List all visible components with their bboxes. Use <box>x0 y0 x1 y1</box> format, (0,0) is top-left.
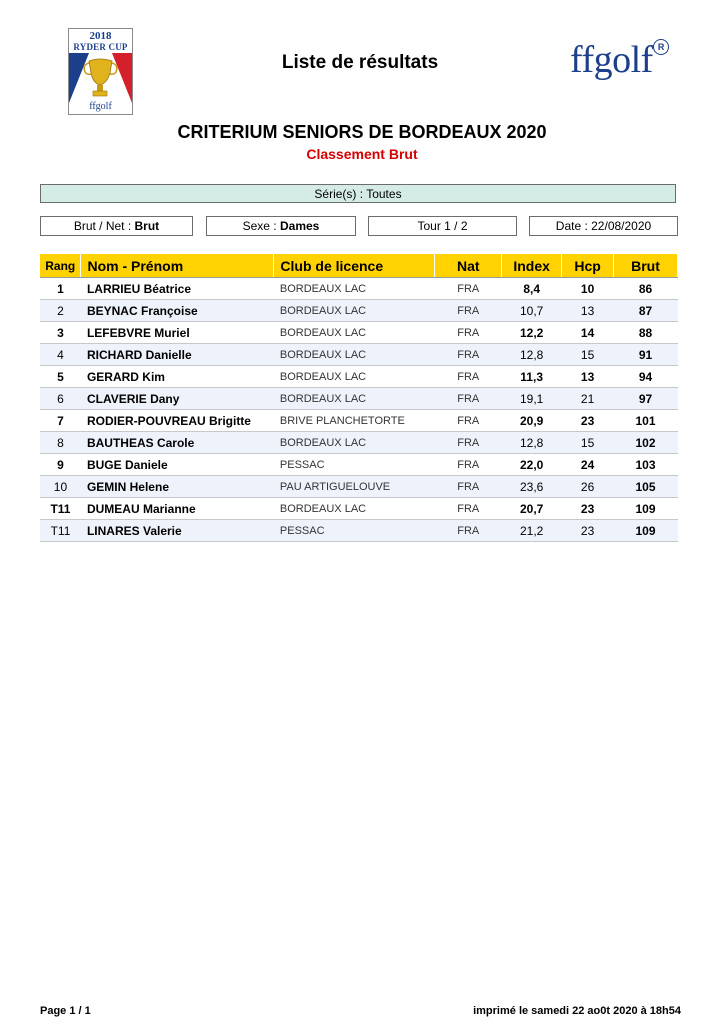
cell-hcp: 23 <box>562 498 614 520</box>
cell-brut: 97 <box>614 388 678 410</box>
cell-hcp: 10 <box>562 278 614 300</box>
tour-value: Tour 1 / 2 <box>417 219 468 233</box>
table-row <box>40 454 678 476</box>
cell-name: GEMIN Helene <box>81 476 274 498</box>
cell-nat: FRA <box>435 366 502 388</box>
cell-brut: 109 <box>614 520 678 542</box>
cell-index: 20,9 <box>502 410 562 432</box>
ffgolf-logo <box>570 38 664 82</box>
ffgolf-logo-text: ffgolf <box>570 39 653 81</box>
ryder-cup-ffgolf: ffgolf <box>89 101 112 112</box>
table-row <box>40 278 678 300</box>
cell-name: RICHARD Danielle <box>81 344 274 366</box>
cell-nat: FRA <box>435 344 502 366</box>
table-row <box>40 520 678 542</box>
cell-brut: 102 <box>614 432 678 454</box>
table-row <box>40 344 678 366</box>
series-bar: Série(s) : Toutes <box>40 184 676 203</box>
cell-nat: FRA <box>435 498 502 520</box>
cell-index: 8,4 <box>502 278 562 300</box>
cell-brut: 91 <box>614 344 678 366</box>
cell-index: 12,8 <box>502 432 562 454</box>
cell-index: 23,6 <box>502 476 562 498</box>
cell-club: PAU ARTIGUELOUVE <box>274 476 435 498</box>
cell-name: LINARES Valerie <box>81 520 274 542</box>
table-row <box>40 300 678 322</box>
cell-nat: FRA <box>435 520 502 542</box>
tour-box <box>368 216 517 236</box>
print-date: imprimé le samedi 22 ao0t 2020 à 18h54 <box>473 1005 681 1017</box>
table-row <box>40 476 678 498</box>
header-nat: Nat <box>435 254 502 278</box>
cell-club: BORDEAUX LAC <box>274 388 435 410</box>
cell-index: 12,8 <box>502 344 562 366</box>
competition-subtitle: Classement Brut <box>306 146 418 162</box>
table-row <box>40 410 678 432</box>
cell-name: RODIER-POUVREAU Brigitte <box>81 410 274 432</box>
cell-nat: FRA <box>435 300 502 322</box>
cell-rank: 6 <box>40 388 81 410</box>
cell-brut: 86 <box>614 278 678 300</box>
cell-name: LEFEBVRE Muriel <box>81 322 274 344</box>
cell-rank: 1 <box>40 278 81 300</box>
page-title: Liste de résultats <box>281 52 439 73</box>
cell-name: CLAVERIE Dany <box>81 388 274 410</box>
cell-rank: 4 <box>40 344 81 366</box>
brut-net-label: Brut / Net : <box>73 219 132 233</box>
cell-rank: 10 <box>40 476 81 498</box>
cell-index: 20,7 <box>502 498 562 520</box>
cell-rank: 5 <box>40 366 81 388</box>
table-header-row <box>40 254 678 278</box>
cell-index: 10,7 <box>502 300 562 322</box>
cell-hcp: 13 <box>562 366 614 388</box>
table-row <box>40 388 678 410</box>
brut-net-value: Brut <box>134 219 160 233</box>
sexe-label: Sexe : <box>242 219 277 233</box>
cell-brut: 109 <box>614 498 678 520</box>
cell-hcp: 23 <box>562 520 614 542</box>
cell-club: BORDEAUX LAC <box>274 322 435 344</box>
table-row <box>40 498 678 520</box>
brut-net-box <box>40 216 193 236</box>
cell-club: BORDEAUX LAC <box>274 366 435 388</box>
cell-club: BORDEAUX LAC <box>274 432 435 454</box>
table-row <box>40 432 678 454</box>
results-table <box>40 254 678 542</box>
cell-name: DUMEAU Marianne <box>81 498 274 520</box>
cell-club: BORDEAUX LAC <box>274 344 435 366</box>
header-nom: Nom - Prénom <box>81 254 274 278</box>
cell-index: 12,2 <box>502 322 562 344</box>
cell-rank: 7 <box>40 410 81 432</box>
cell-rank: 9 <box>40 454 81 476</box>
cell-brut: 94 <box>614 366 678 388</box>
cell-brut: 101 <box>614 410 678 432</box>
cell-brut: 103 <box>614 454 678 476</box>
cell-brut: 87 <box>614 300 678 322</box>
header-hcp: Hcp <box>562 254 614 278</box>
cell-rank: T11 <box>40 520 81 542</box>
cell-hcp: 13 <box>562 300 614 322</box>
cell-hcp: 15 <box>562 344 614 366</box>
cell-brut: 88 <box>614 322 678 344</box>
cell-rank: T11 <box>40 498 81 520</box>
cell-hcp: 21 <box>562 388 614 410</box>
cell-nat: FRA <box>435 454 502 476</box>
cell-club: PESSAC <box>274 520 435 542</box>
cell-club: PESSAC <box>274 454 435 476</box>
cell-rank: 2 <box>40 300 81 322</box>
cell-club: BRIVE PLANCHETORTE <box>274 410 435 432</box>
header-brut: Brut <box>614 254 678 278</box>
cell-club: BORDEAUX LAC <box>274 300 435 322</box>
ryder-cup-year: 2018 <box>89 30 112 42</box>
ryder-cup-logo <box>68 28 133 115</box>
cell-club: BORDEAUX LAC <box>274 498 435 520</box>
cell-brut: 105 <box>614 476 678 498</box>
cell-club: BORDEAUX LAC <box>274 278 435 300</box>
cell-index: 19,1 <box>502 388 562 410</box>
cell-rank: 8 <box>40 432 81 454</box>
cell-name: BEYNAC Françoise <box>81 300 274 322</box>
table-row <box>40 322 678 344</box>
date-box <box>529 216 678 236</box>
table-row <box>40 366 678 388</box>
cell-name: BUGE Daniele <box>81 454 274 476</box>
cell-hcp: 24 <box>562 454 614 476</box>
cell-nat: FRA <box>435 476 502 498</box>
cell-hcp: 26 <box>562 476 614 498</box>
header-index: Index <box>502 254 562 278</box>
page-number: Page 1 / 1 <box>40 1005 91 1017</box>
cell-name: GERARD Kim <box>81 366 274 388</box>
cell-nat: FRA <box>435 322 502 344</box>
cell-hcp: 14 <box>562 322 614 344</box>
cell-index: 22,0 <box>502 454 562 476</box>
cell-rank: 3 <box>40 322 81 344</box>
cell-hcp: 23 <box>562 410 614 432</box>
cell-hcp: 15 <box>562 432 614 454</box>
cell-nat: FRA <box>435 278 502 300</box>
sexe-box <box>206 216 356 236</box>
cell-index: 21,2 <box>502 520 562 542</box>
trophy-flag-icon <box>69 53 132 103</box>
header-rang: Rang <box>40 254 81 278</box>
registered-icon: R <box>653 39 669 55</box>
cell-name: BAUTHEAS Carole <box>81 432 274 454</box>
cell-index: 11,3 <box>502 366 562 388</box>
sexe-value: Dames <box>280 219 320 233</box>
cell-nat: FRA <box>435 410 502 432</box>
header-club: Club de licence <box>274 254 435 278</box>
date-value: Date : 22/08/2020 <box>555 219 652 233</box>
ryder-cup-label: RYDER CUP <box>73 42 128 52</box>
cell-nat: FRA <box>435 432 502 454</box>
competition-title: CRITERIUM SENIORS DE BORDEAUX 2020 <box>177 122 547 142</box>
cell-name: LARRIEU Béatrice <box>81 278 274 300</box>
cell-nat: FRA <box>435 388 502 410</box>
